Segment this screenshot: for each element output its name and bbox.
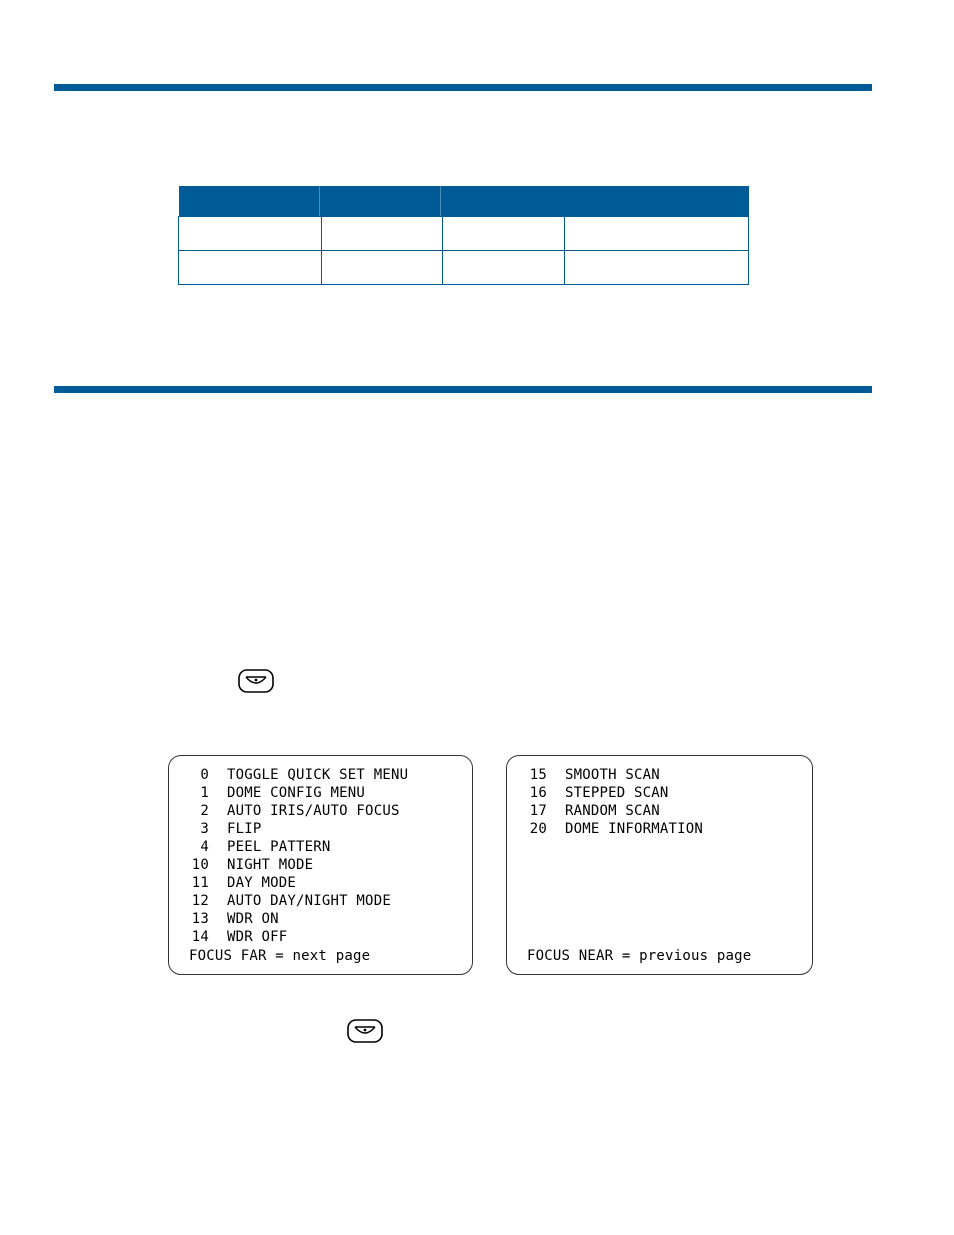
menu-item-number: 0 xyxy=(200,767,209,783)
menu-item-label: AUTO IRIS/AUTO FOCUS xyxy=(227,803,400,819)
table-cell xyxy=(565,251,749,285)
table-cell xyxy=(179,217,322,251)
table-row xyxy=(179,251,749,285)
menu-item-label: DOME INFORMATION xyxy=(565,821,704,837)
menu-item-label: WDR OFF xyxy=(227,929,288,945)
menu-item-number: 10 xyxy=(191,857,209,873)
menu-item-number: 16 xyxy=(529,785,547,801)
quick-menu-page-2 xyxy=(506,755,813,975)
section-divider-top xyxy=(54,84,872,91)
table-cell xyxy=(443,251,565,285)
menu-item-label: AUTO DAY/NIGHT MODE xyxy=(227,893,391,909)
table-cell xyxy=(179,251,322,285)
menu-item-label: DAY MODE xyxy=(227,875,297,891)
settings-table xyxy=(178,186,749,285)
menu-item-number: 3 xyxy=(200,821,209,837)
table-header-cell xyxy=(565,186,749,217)
menu-item-label: NIGHT MODE xyxy=(227,857,314,873)
table-cell xyxy=(322,251,443,285)
menu-item-label: SMOOTH SCAN xyxy=(565,767,660,783)
table-cell xyxy=(443,217,565,251)
menu-item-number: 4 xyxy=(200,839,209,855)
menu-item-label: RANDOM SCAN xyxy=(565,803,660,819)
next-page-hint: FOCUS FAR = next page xyxy=(189,948,371,964)
remote-key-icon xyxy=(347,1019,383,1043)
table-cell xyxy=(322,217,443,251)
menu-item-number: 20 xyxy=(529,821,547,837)
menu-item-number: 14 xyxy=(191,929,209,945)
menu-item-number: 1 xyxy=(200,785,209,801)
menu-item-label: STEPPED SCAN xyxy=(565,785,669,801)
table-cell xyxy=(565,217,749,251)
table-header-row xyxy=(179,186,749,217)
table-header-cell xyxy=(443,186,565,217)
remote-key-icon xyxy=(238,669,274,693)
menu-item-number: 13 xyxy=(191,911,209,927)
quick-menu-page-1 xyxy=(168,755,473,975)
table-header-cell xyxy=(179,186,322,217)
menu-item-number: 11 xyxy=(191,875,209,891)
menu-item-label: TOGGLE QUICK SET MENU xyxy=(227,767,409,783)
menu-item-number: 15 xyxy=(529,767,547,783)
previous-page-hint: FOCUS NEAR = previous page xyxy=(527,948,752,964)
menu-item-number: 17 xyxy=(529,803,547,819)
menu-item-label: DOME CONFIG MENU xyxy=(227,785,366,801)
menu-item-number: 2 xyxy=(200,803,209,819)
menu-item-label: FLIP xyxy=(227,821,262,837)
menu-item-label: PEEL PATTERN xyxy=(227,839,331,855)
section-divider-middle xyxy=(54,386,872,393)
menu-item-label: WDR ON xyxy=(227,911,279,927)
menu-item-number: 12 xyxy=(191,893,209,909)
table-header-cell xyxy=(322,186,443,217)
table-row xyxy=(179,217,749,251)
